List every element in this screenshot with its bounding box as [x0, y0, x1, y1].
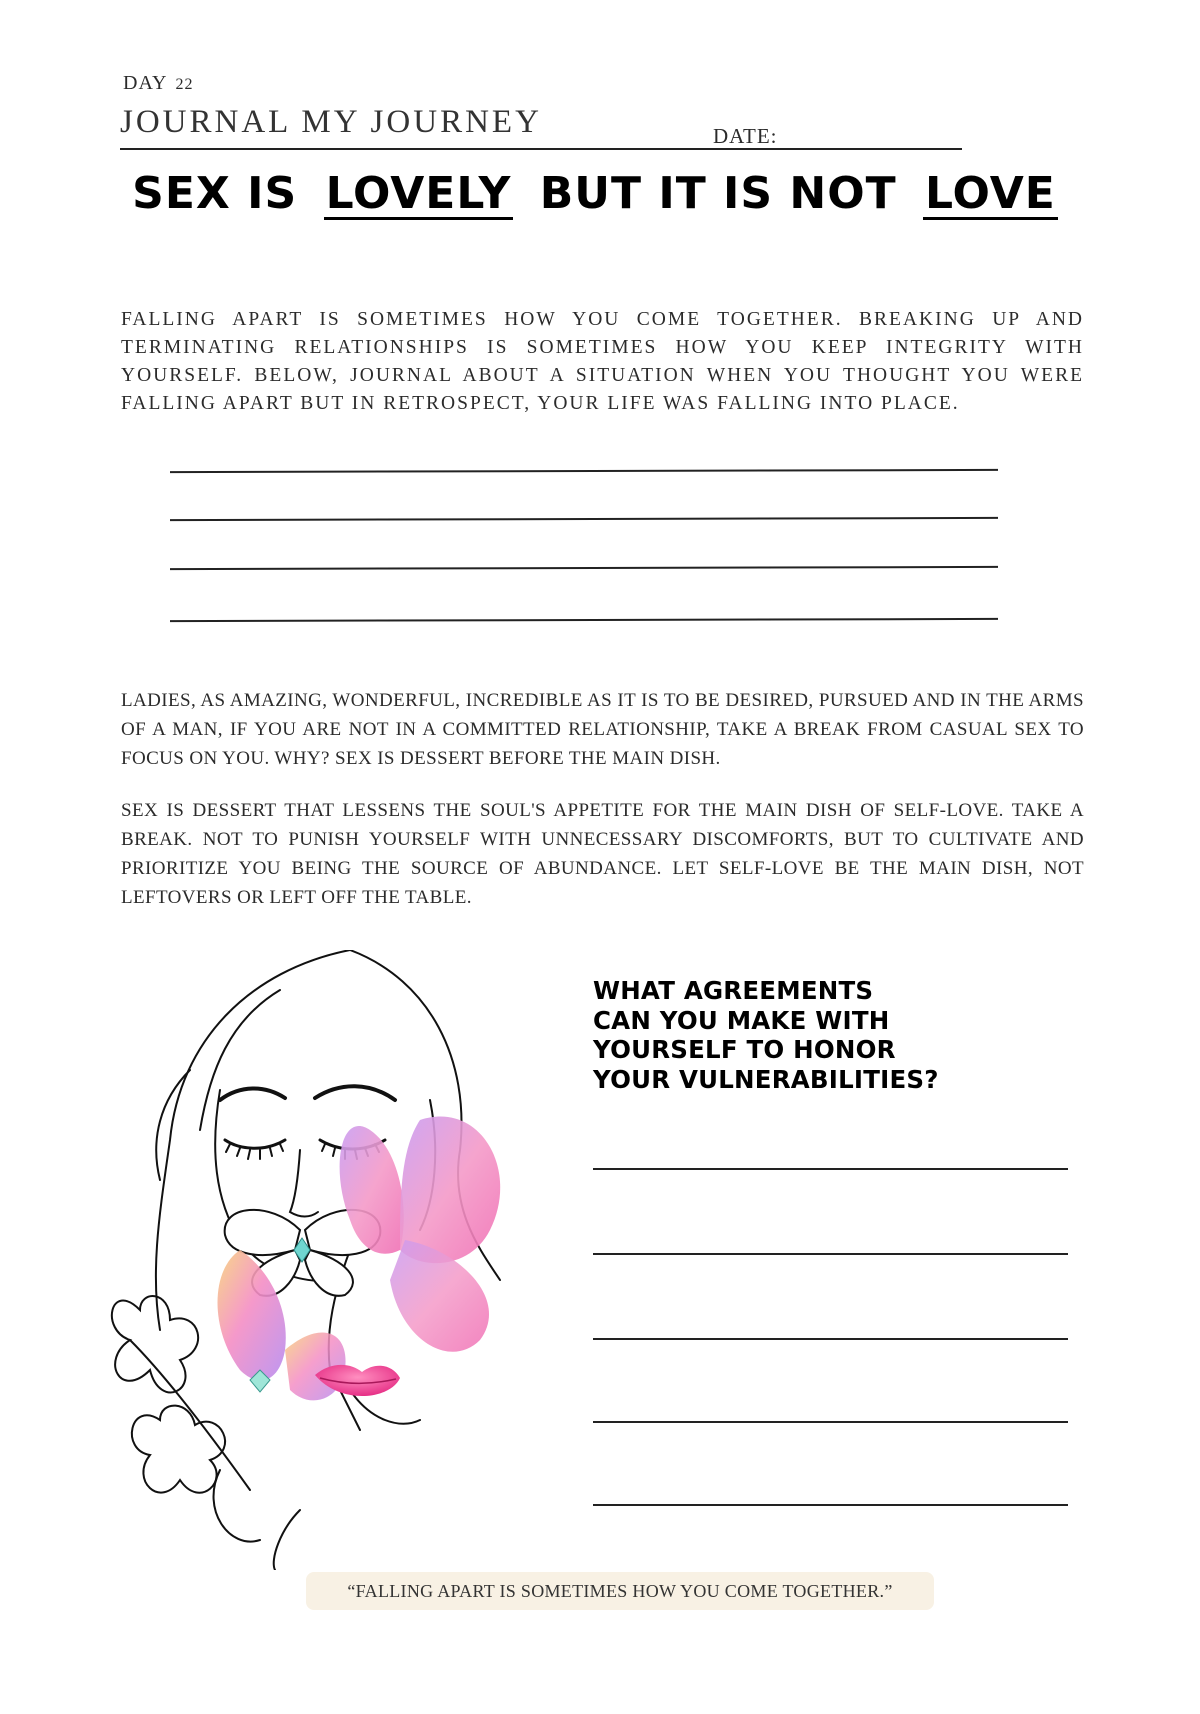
body-paragraph-1: LADIES, AS AMAZING, WONDERFUL, INCREDIBLE AS IT IS TO BE DESIRED, PURSUED AND IN THE ARMS OF A MAN, IF YOU ARE NOT IN A COMMITTED RELATIONSHIP, TAKE A BREAK FROM CASUAL SEX TO FOCUS ON YOU. WHY? SEX IS DESSERT BEFORE THE MAIN DISH.: [121, 690, 1084, 769]
woman-butterfly-illustration: [100, 950, 580, 1570]
prompt-line: YOUR VULNERABILITIES?: [593, 1064, 939, 1094]
body-paragraph-2: SEX IS DESSERT THAT LESSENS THE SOUL'S APPETITE FOR THE MAIN DISH OF SELF-LOVE. TAKE A BREAK. NOT TO PUNISH YOURSELF WITH UNNECESSARY DISCOMFORTS, BUT TO CULTIVATE AND PRIORITIZE YOU BEING THE SOURCE OF ABUNDANCE. LET SELF-LOVE BE THE MAIN DISH, NOT LEFTOVERS OR LEFT OFF THE TABLE.: [121, 800, 1084, 908]
agreements-prompt: [593, 976, 993, 1094]
prompt-line: CAN YOU MAKE WITH: [593, 1005, 890, 1035]
date-label: DATE:: [713, 124, 778, 148]
day-word: DAY: [123, 72, 168, 94]
intro-paragraph: FALLING APART IS SOMETIMES HOW YOU COME TOGETHER. BREAKING UP AND TERMINATING RELATIONSHIPS IS SOMETIMES HOW YOU KEEP INTEGRITY WITH YOURSELF. BELOW, JOURNAL ABOUT A SITUATION WHEN YOU THOUGHT YOU WERE FALLING APART BUT IN RETROSPECT, YOUR LIFE WAS FALLING INTO PLACE.: [121, 309, 1084, 414]
writing-line[interactable]: [593, 1253, 1068, 1255]
writing-line[interactable]: [170, 566, 998, 570]
heading-part-1: SEX IS: [132, 168, 298, 219]
prompt-line: WHAT AGREEMENTS: [593, 976, 874, 1005]
day-number: 22: [175, 76, 194, 93]
writing-line[interactable]: [593, 1421, 1068, 1423]
journal-title: JOURNAL MY JOURNEY: [120, 104, 542, 140]
writing-line[interactable]: [170, 469, 998, 473]
writing-line[interactable]: [593, 1338, 1068, 1340]
writing-line[interactable]: [170, 517, 998, 521]
main-heading: [0, 168, 1200, 220]
quote-banner: “FALLING APART IS SOMETIMES HOW YOU COME TOGETHER.”: [306, 1572, 934, 1610]
day-label: [123, 72, 194, 95]
heading-underlined-love: LOVE: [925, 168, 1056, 219]
writing-line[interactable]: [593, 1504, 1068, 1506]
heading-part-3: BUT IT IS NOT: [539, 168, 897, 219]
heading-underlined-lovely: LOVELY: [325, 168, 512, 219]
writing-line[interactable]: [593, 1168, 1068, 1170]
writing-line[interactable]: [170, 618, 998, 622]
prompt-line: YOURSELF TO HONOR: [593, 1035, 896, 1064]
header-divider: [120, 148, 962, 150]
